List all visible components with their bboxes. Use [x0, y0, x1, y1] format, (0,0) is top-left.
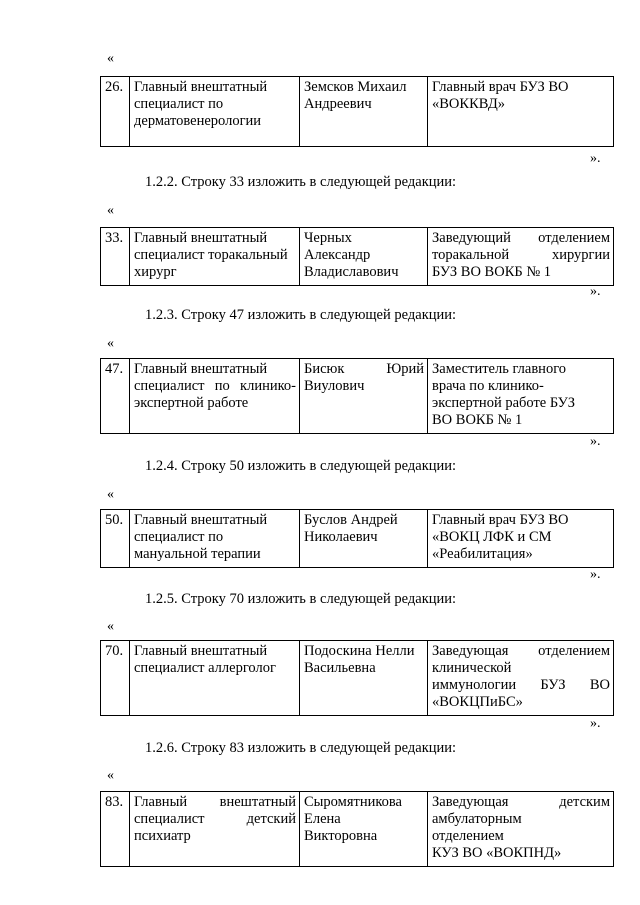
name-line: Викторовна [304, 828, 378, 844]
close-quote: ». [590, 434, 601, 449]
position-line: Главный внештатный [134, 643, 268, 659]
position-line: Главный внештатный [134, 79, 268, 95]
close-quote: ». [590, 716, 601, 731]
org-line: «ВОККВД» [432, 96, 505, 112]
open-quote: « [107, 336, 114, 351]
open-quote: « [107, 51, 114, 66]
org-line: Заведующая отделением [432, 643, 610, 659]
name-cell [300, 510, 428, 568]
organization-cell [428, 641, 614, 716]
org-line: торакальной хирургии [432, 247, 610, 263]
name-line: Александр [304, 247, 371, 263]
position-line: Главный внештатный [134, 512, 268, 528]
organization-cell [428, 792, 614, 867]
position-cell [130, 359, 300, 434]
close-quote: ». [590, 151, 601, 166]
org-line: отделением [432, 828, 504, 844]
name-line: Буслов Андрей [304, 512, 398, 528]
name-cell [300, 792, 428, 867]
close-quote: ». [590, 567, 601, 582]
position-line: специалист аллерголог [134, 660, 276, 676]
org-line: Заместитель главного [432, 361, 567, 377]
organization-cell [428, 77, 614, 147]
organization-cell [428, 359, 614, 434]
org-line: «ВОКЦПиБС» [432, 694, 523, 710]
row-number: 26. [101, 77, 130, 147]
org-line: Заведующий отделением [432, 230, 610, 246]
name-line: Елена [304, 811, 341, 827]
name-line: Бисюк Юрий [304, 361, 424, 377]
org-line: Заведующая детским [432, 794, 610, 810]
name-line: Земсков Михаил [304, 79, 407, 95]
instruction-text: 1.2.2. Строку 33 изложить в следующей редакции: [145, 174, 457, 190]
org-line: Главный врач БУЗ ВО [432, 79, 569, 95]
position-cell [130, 510, 300, 568]
name-line: Черных [304, 230, 352, 246]
position-line: специалист детский [134, 811, 296, 827]
instruction-text: 1.2.5. Строку 70 изложить в следующей редакции: [145, 591, 457, 607]
name-cell [300, 641, 428, 716]
table-row-33 [100, 227, 614, 286]
open-quote: « [107, 203, 114, 218]
table-row-47 [100, 358, 614, 434]
instruction-text: 1.2.4. Строку 50 изложить в следующей редакции: [145, 458, 457, 474]
position-line: Главный внештатный [134, 794, 296, 810]
org-line: «ВОКЦ ЛФК и СМ [432, 529, 552, 545]
position-line: специалист по [134, 529, 224, 545]
org-line: клинической [432, 660, 512, 676]
position-line: экспертной работе [134, 395, 249, 411]
table-row-70 [100, 640, 614, 716]
row-number: 50. [101, 510, 130, 568]
name-line: Сыромятникова [304, 794, 402, 810]
name-line: Васильевна [304, 660, 376, 676]
name-line: Андреевич [304, 96, 372, 112]
name-cell [300, 359, 428, 434]
position-cell [130, 228, 300, 286]
org-line: «Реабилитация» [432, 546, 533, 562]
name-line: Николаевич [304, 529, 378, 545]
name-cell [300, 77, 428, 147]
org-line: иммунологии БУЗ ВО [432, 677, 610, 693]
position-line: Главный внештатный [134, 230, 268, 246]
position-line: дерматовенерологии [134, 113, 262, 129]
row-number: 70. [101, 641, 130, 716]
row-number: 47. [101, 359, 130, 434]
row-number: 33. [101, 228, 130, 286]
position-line: хирург [134, 264, 177, 280]
position-line: специалист по [134, 96, 224, 112]
name-line: Владиславович [304, 264, 399, 280]
position-line: специалист по клинико- [134, 378, 296, 394]
name-cell [300, 228, 428, 286]
position-line: психиатр [134, 828, 191, 844]
position-line: мануальной терапии [134, 546, 261, 562]
instruction-text: 1.2.3. Строку 47 изложить в следующей редакции: [145, 307, 457, 323]
org-line: врача по клинико- [432, 378, 544, 394]
close-quote: ». [590, 284, 601, 299]
instruction-text: 1.2.6. Строку 83 изложить в следующей редакции: [145, 740, 457, 756]
name-line: Виулович [304, 378, 365, 394]
position-cell [130, 792, 300, 867]
org-line: Главный врач БУЗ ВО [432, 512, 569, 528]
row-number: 83. [101, 792, 130, 867]
name-line: Подоскина Нелли [304, 643, 415, 659]
org-line: экспертной работе БУЗ [432, 395, 576, 411]
organization-cell [428, 510, 614, 568]
org-line: КУЗ ВО «ВОКПНД» [432, 845, 562, 861]
position-line: специалист торакальный [134, 247, 288, 263]
position-cell [130, 641, 300, 716]
position-line: Главный внештатный [134, 361, 268, 377]
org-line: БУЗ ВО ВОКБ № 1 [432, 264, 552, 280]
org-line: амбулаторным [432, 811, 522, 827]
organization-cell [428, 228, 614, 286]
position-cell [130, 77, 300, 147]
table-row-26 [100, 76, 614, 147]
open-quote: « [107, 768, 114, 783]
org-line: ВО ВОКБ № 1 [432, 412, 523, 428]
open-quote: « [107, 619, 114, 634]
table-row-50 [100, 509, 614, 568]
table-row-83 [100, 791, 614, 867]
open-quote: « [107, 487, 114, 502]
